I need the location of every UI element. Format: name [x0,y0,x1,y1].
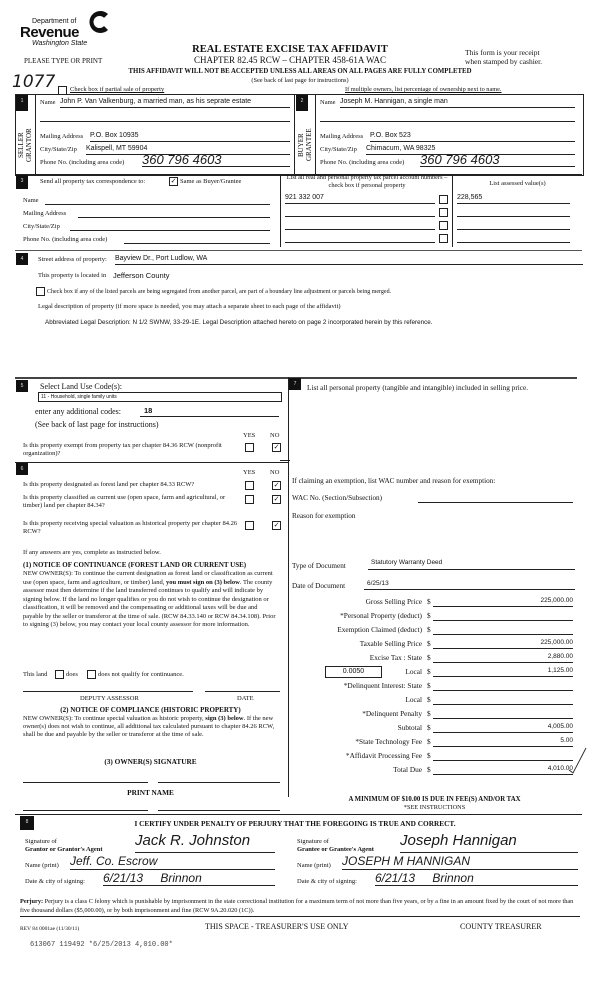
notice2-body [23,715,281,739]
does-not-label: does not qualify for continuance. [98,671,184,678]
seller-phone-label: Phone No. (including area code) [40,159,125,166]
notice1-text-b: . The county assessor must then determine if the land transferred continues to qualify and will indicate by signing below. If the land no longer qualifies or you do not wish to continue the designation or classification, it will be removed and the compensating or additional taxes will be due and payable by the seller or transferor at the time of sale. (RCW 84.33.140 or RCW 84.34.108). Prior to signing (3) below, you may contact your local county assessor for more information. [23,578,276,628]
corr-name-label: Name [23,197,39,204]
if-yes-note: If any answers are yes, complete as instructed below. [23,549,161,556]
owner-signature-line-2[interactable] [158,782,280,783]
print-name-line-2[interactable] [158,810,280,811]
total-due-label: Total Due [393,765,422,774]
notice1-text-a: NEW OWNER(S): To continue the current designation as forest land or classification as current use (open space, farm and agriculture, or timber) land, [23,570,273,586]
parcel-number-4[interactable] [285,233,435,243]
assessed-value-2[interactable] [457,207,570,217]
dollar-sign: $ [427,667,431,676]
yes-header-6: YES [243,469,256,476]
seller-label: SELLER [17,132,25,158]
gross-price-label: Gross Selling Price [365,597,422,606]
delinquent-interest-local-field[interactable] [433,695,573,705]
grantee-date-value: 6/21/13 [375,871,416,885]
notice2-text-b: . If the new owner(s) does not wish to continue, all additional tax calculated pursuant to chapter 84.26 RCW, shall be due and payable by the seller or transferor at the time of sale. [23,715,275,738]
exempt-yes-checkbox[interactable] [245,443,254,452]
parcel-number-3[interactable] [285,220,435,230]
buyer-city-field[interactable]: Chimacum, WA 98325 [366,145,575,155]
corr-phone-field[interactable] [124,243,270,244]
same-as-buyer-checkbox[interactable]: ✓ [170,177,177,185]
segregated-checkbox[interactable] [36,287,45,296]
delinquent-penalty-label: *Delinquent Penalty [362,709,422,718]
seller-mailing-field[interactable]: P.O. Box 10935 [90,132,290,142]
land-use-select[interactable]: 11 - Household, single family units [38,392,282,402]
personal-property-label: List all personal property (tangible and intangible) included in selling price. [307,383,529,392]
grantor-name-label: Name (print) [25,862,59,869]
seller-phone-field[interactable]: 360 796 4603 [142,152,290,167]
dollar-sign: $ [427,695,431,704]
deputy-assessor-line[interactable] [23,691,193,692]
land-use-label: Select Land Use Code(s): [40,382,122,391]
print-name-line-1[interactable] [23,810,148,811]
section-7-marker: 7 [289,378,301,390]
dollar-sign: $ [427,653,431,662]
lower-center-divider [288,377,289,797]
grantor-sig-label-2: Grantor or Grantor's Agent [25,846,103,853]
checkmark-annotation-icon [568,746,588,774]
grantee-label: GRANTEE [305,128,313,162]
delinquent-penalty-field[interactable] [433,709,573,719]
processing-fee-label: *Affidavit Processing Fee [345,751,422,760]
parcel-number-1[interactable]: 921 332 007 [285,194,435,204]
partial-sale-label: Check box if partial sale of property [70,86,165,93]
assessed-value-4[interactable] [457,233,570,243]
buyer-phone-field[interactable]: 360 796 4603 [420,152,575,167]
assessed-value-3[interactable] [457,220,570,230]
processing-fee-field[interactable] [433,751,573,761]
form-subtitle: CHAPTER 82.45 RCW – CHAPTER 458-61A WAC [194,55,386,65]
notice2-text-bold: sign (3) below [205,715,244,722]
yes-header-5: YES [243,432,256,439]
seller-side-label [17,120,37,170]
local-rate-field[interactable]: 0.0050 [325,666,382,678]
grantee-signature-field[interactable]: Joseph Hannigan [400,832,578,853]
owner-signature-title: (3) OWNER(S) SIGNATURE [104,757,197,766]
section-6-stub-rule [280,460,290,461]
legal-desc-label: Legal description of property (if more space is needed, you may attach a separate sheet to each page of the affidavit) [38,303,341,310]
grantor-sig-label-1: Signature of [25,838,57,845]
grantor-label: GRANTOR [25,128,33,162]
notice1-text-bold: you must sign on (3) below [165,578,240,586]
delinquent-interest-local-label: Local [405,695,422,704]
assessor-date-label: DATE [237,695,254,702]
total-due-field[interactable]: 4,010.00 [433,765,573,775]
assessor-date-line[interactable] [205,691,280,692]
seller-city-field[interactable]: Kalispell, MT 59904 [86,145,290,155]
exemption-claim-label: If claiming an exemption, list WAC number and reason for exemption: [292,477,496,485]
section-6-marker: 6 [16,463,28,475]
additional-codes-label: enter any additional codes: [35,407,121,416]
send-correspondence-label: Send all property tax correspondence to: [40,178,146,185]
grantee-sig-label-2: Grantee or Grantee's Agent [297,846,374,853]
swoosh-logo-icon [86,8,112,36]
seller-city-label: City/State/Zip [40,146,77,153]
forest-no-checkbox[interactable]: ✓ [273,481,280,489]
buyer-label: BUYER [297,133,305,157]
minimum-due-note: A MINIMUM OF $10.00 IS DUE IN FEE(S) AND/OR TAX [348,796,521,803]
section-1-marker: 1 [16,95,28,111]
county-treasurer-label: COUNTY TREASURER [460,922,542,931]
tech-fee-field[interactable]: 5.00 [433,737,573,747]
delinquent-interest-state-label: *Delinquent Interest: State [343,681,422,690]
grantor-date-value: 6/21/13 [103,871,144,885]
taxable-price-label: Taxable Selling Price [359,639,422,648]
treasurer-use-label: THIS SPACE - TREASURER'S USE ONLY [205,922,349,931]
notice2-title: (2) NOTICE OF COMPLIANCE (HISTORIC PROPERTY) [60,706,241,714]
historic-yes-checkbox[interactable] [245,521,254,530]
current-use-question: Is this property classified as current use (open space, farm and agricultural, or timber) land per chapter 84.34? [23,494,226,509]
no-header-5: NO [270,432,280,439]
grantor-name-field[interactable]: Jeff. Co. Escrow [70,854,275,870]
exempt-question: Is this property exempt from property tax per chapter 84.36 RCW (nonprofit organization)? [23,442,222,457]
dollar-sign: $ [427,737,431,746]
dollar-sign: $ [427,597,431,606]
section-2-side-rule [315,94,316,174]
dollar-sign: $ [427,751,431,760]
this-land-label: This land [23,671,48,678]
corr-mailing-field[interactable] [78,217,270,218]
grantee-date-label: Date & city of signing: [297,878,357,885]
buyer-mailing-field[interactable]: P.O. Box 523 [370,132,575,142]
parcel-personal-checkbox-4[interactable] [439,234,448,243]
form-number: REV 84 0001ae (11/30/11) [20,926,80,932]
section-3-marker: 3 [16,175,28,189]
perjury-bold: Perjury: [20,898,44,905]
additional-codes-field[interactable]: 18 [140,406,279,417]
perjury-notice [20,898,580,917]
buyer-name-line2[interactable] [320,121,575,122]
assessed-value-1[interactable]: 228,565 [457,194,570,204]
personal-property-deduct-field[interactable] [433,611,573,621]
notice2-text-a: NEW OWNER(S): To continue special valuation as historic property, [23,715,204,722]
seller-name-label: Name [40,99,56,106]
parcel-mid-rule [452,175,453,247]
wac-field[interactable] [418,502,573,503]
section-4-top-rule [15,250,582,251]
grantor-date-label: Date & city of signing: [25,878,85,885]
owner-signature-line-1[interactable] [23,782,148,783]
handwritten-number: 1077 [12,72,56,92]
parcel-left-rule [280,175,281,247]
county-label: This property is located in [38,272,107,279]
same-as-buyer-label: Same as Buyer/Grantee [180,178,242,185]
corr-mailing-label: Mailing Address [23,210,67,217]
reason-label: Reason for exemption [292,512,356,520]
corr-city-label: City/State/Zip [23,223,60,230]
section-1-side-rule [35,94,36,174]
grantee-name-field[interactable]: JOSEPH M HANNIGAN [342,854,578,870]
please-print: PLEASE TYPE OR PRINT [24,57,103,65]
excise-state-label: Excise Tax : State [369,653,422,662]
seller-name-field[interactable]: John P. Van Valkenburg, a married man, as his seprate estate [60,98,290,108]
gross-price-field[interactable]: 225,000.00 [433,597,573,607]
buyer-name-field[interactable]: Joseph M. Hannigan, a single man [340,98,575,108]
logo-line1: Department of [32,18,77,25]
subtotal-field[interactable]: 4,005.00 [433,723,573,733]
parcel-personal-checkbox-1[interactable] [439,195,448,204]
forest-land-question: Is this property designated as forest land per chapter 84.33 RCW? [23,481,195,488]
form-title: REAL ESTATE EXCISE TAX AFFIDAVIT [192,44,388,55]
doc-date-field[interactable]: 6/25/13 [364,580,575,590]
exemption-deduct-field[interactable] [433,625,573,635]
legal-desc-field[interactable]: Abbreviated Legal Description: N 1/2 SWNW, 33-29-1E. Legal Description attached hereto on page 2 incorporated herein by this reference. [45,319,433,326]
excise-state-field[interactable]: 2,880.00 [433,653,573,663]
historic-question: Is this property receiving special valuation as historical property per chapter 84.26 RCW? [23,520,238,535]
receipt-note-1: This form is your receipt [465,48,540,57]
county-field[interactable]: Jefferson County [113,271,170,280]
dollar-sign: $ [427,639,431,648]
notice1-title: (1) NOTICE OF CONTINUANCE (FOREST LAND OR CURRENT USE) [23,561,247,569]
parcel-number-2[interactable] [285,207,435,217]
dor-logo [20,8,120,48]
dollar-sign: $ [427,723,431,732]
treasurer-stamp: 613067 119492 *6/25/2013 4,010.00* [30,941,173,949]
perjury-text: Perjury is a class C felony which is punishable by imprisonment in the state correctional institution for a maximum term of not more than five years, or by a fine in an amount fixed by the court of not more than five thousand dollars ($5,000.00), or by both imprisonment and fine (RCW 9A.20.020 (1C)). [20,898,574,914]
dollar-sign: $ [427,681,431,690]
deputy-assessor-label: DEPUTY ASSESSOR [80,695,139,702]
exemption-deduct-label: Exemption Claimed (deduct) [337,625,422,634]
segregated-label: Check box if any of the listed parcels are being segregated from another parcel, are part of a boundary line adjustment or parcels being merged. [47,289,392,295]
buyer-name-label: Name [320,99,336,106]
delinquent-interest-state-field[interactable] [433,681,573,691]
see-back-note: (See back of last page for instructions) [251,77,349,84]
parcel-header: List all real and personal property tax parcel account numbers – check box if personal property [286,174,448,189]
parties-divider [294,94,295,176]
street-label: Street address of property: [38,256,107,263]
does-not-qualify-checkbox[interactable] [87,670,96,679]
dollar-sign: $ [427,611,431,620]
section-2-marker: 2 [296,95,308,111]
section-8-top-rule [15,814,582,815]
does-qualify-checkbox[interactable] [55,670,64,679]
doc-type-field[interactable]: Statutory Warranty Deed [368,559,575,570]
multiple-owners-note: If multiple owners, list percentage of ownership next to name. [345,86,502,93]
parcel-personal-checkbox-3[interactable] [439,221,448,230]
exempt-no-checkbox[interactable]: ✓ [273,443,280,451]
grantor-city-value: Brinnon [160,871,202,885]
excise-local-label: Local [405,667,422,676]
grantor-signature-field[interactable]: Jack R. Johnston [135,832,275,853]
dollar-sign: $ [427,709,431,718]
personal-property-deduct-label: *Personal Property (deduct) [340,611,422,620]
forest-yes-checkbox[interactable] [245,481,254,490]
buyer-side-label [297,120,317,170]
corr-phone-label: Phone No. (including area code) [23,236,108,243]
grantor-date-field[interactable] [103,871,275,886]
does-label: does [66,671,78,678]
grantee-city-value: Brinnon [432,871,474,885]
street-field[interactable]: Bayview Dr., Port Ludlow, WA [115,255,583,265]
section-6-top-rule [15,462,288,463]
corr-name-field[interactable] [45,204,270,205]
grantee-date-field[interactable] [375,871,578,886]
excise-local-field[interactable]: 1,125.00 [433,667,573,677]
subtotal-label: Subtotal [397,723,422,732]
historic-no-checkbox[interactable]: ✓ [273,521,280,529]
logo-line3: Washington State [32,40,88,47]
grantee-sig-label-1: Signature of [297,838,329,845]
buyer-mailing-label: Mailing Address [320,133,364,140]
current-use-yes-checkbox[interactable] [245,495,254,504]
taxable-price-field[interactable]: 225,000.00 [433,639,573,649]
seller-mailing-label: Mailing Address [40,133,84,140]
current-use-no-checkbox[interactable]: ✓ [273,495,280,503]
assessed-header: List assessed value(s) [489,180,546,187]
seller-name-line2[interactable] [40,121,290,122]
wac-label: WAC No. (Section/Subsection) [292,494,383,502]
certify-statement: I CERTIFY UNDER PENALTY OF PERJURY THAT THE FOREGOING IS TRUE AND CORRECT. [134,819,456,828]
tech-fee-label: *State Technology Fee [355,737,422,746]
section-8-marker: 8 [20,816,34,830]
buyer-city-label: City/State/Zip [320,146,357,153]
no-header-6: NO [270,469,280,476]
buyer-phone-label: Phone No. (including area code) [320,159,405,166]
grantee-name-label: Name (print) [297,862,331,869]
see-instructions-note: *SEE INSTRUCTIONS [403,804,466,811]
dollar-sign: $ [427,625,431,634]
section-4-marker: 4 [16,253,28,265]
receipt-note-2: when stamped by cashier. [465,57,543,66]
section5-see-back: (See back of last page for instructions) [35,420,159,429]
corr-city-field[interactable] [70,230,270,231]
parcel-personal-checkbox-2[interactable] [439,208,448,217]
doc-type-label: Type of Document [292,562,346,570]
notice1-body [23,570,278,630]
doc-date-label: Date of Document [292,582,346,590]
section-5-marker: 5 [16,380,28,392]
dollar-sign: $ [427,765,431,774]
logo-line2: Revenue [20,24,80,41]
print-name-label: PRINT NAME [127,788,174,797]
warning-text: THIS AFFIDAVIT WILL NOT BE ACCEPTED UNLESS ALL AREAS ON ALL PAGES ARE FULLY COMPLETED [128,68,472,75]
